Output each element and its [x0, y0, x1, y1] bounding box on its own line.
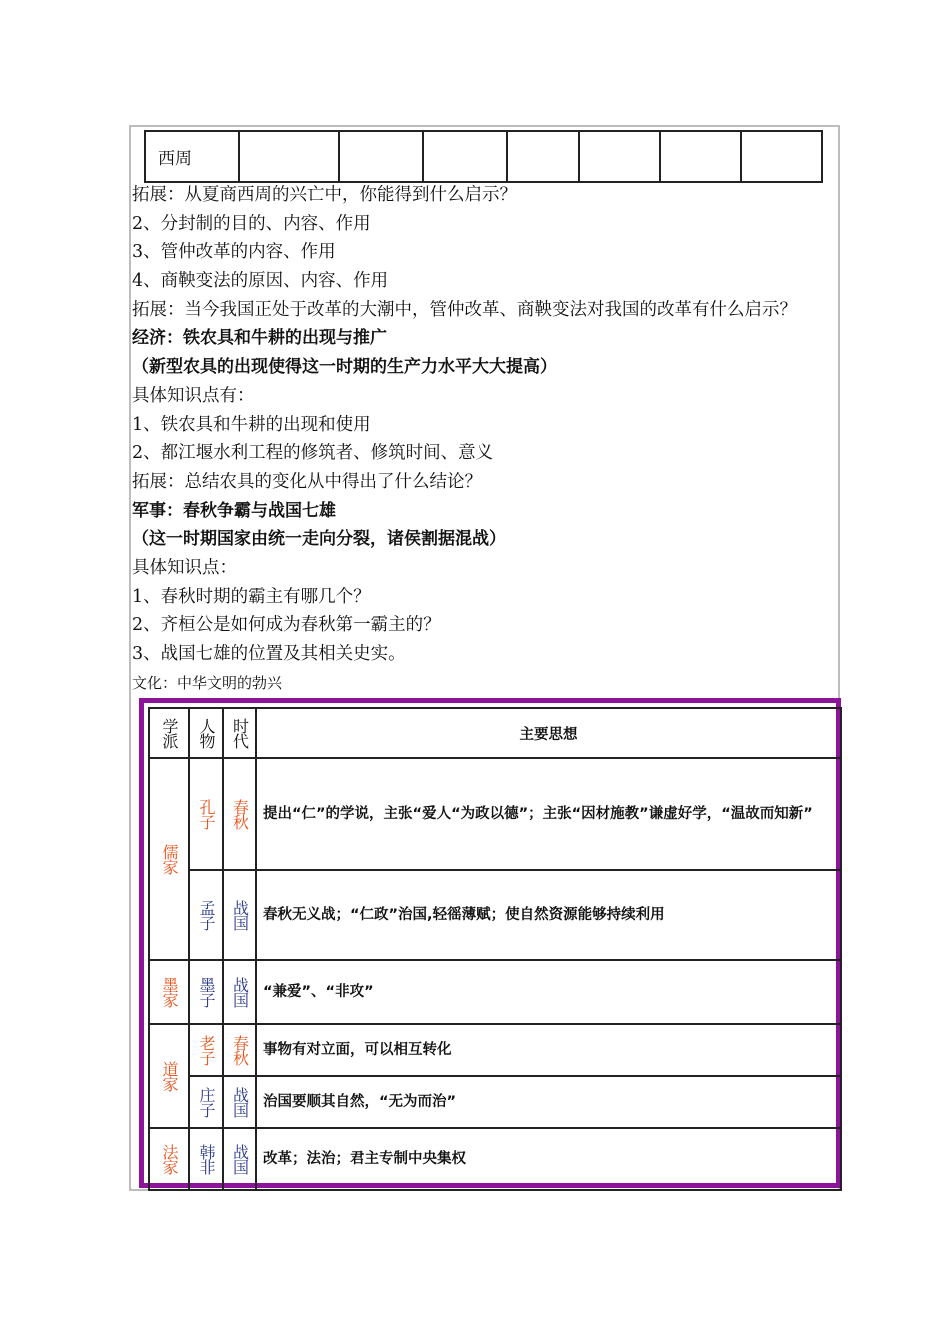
text-line: 3、战国七雄的位置及其相关史实。 — [132, 644, 406, 664]
text-line: 经济：铁农具和牛耕的出现与推广 — [132, 328, 387, 349]
idea-cell: 改革；法治；君主专制中央集权 — [256, 1128, 841, 1190]
header-school: 学派 — [149, 708, 189, 758]
text-line: 4、商鞅变法的原因、内容、作用 — [132, 271, 389, 292]
era-cell: 春秋 — [223, 758, 256, 870]
text-line: 具体知识点： — [132, 557, 237, 578]
era-cell: 战国 — [223, 960, 256, 1024]
text-line: （这一时期国家由统一走向分裂，诸侯割据混战） — [132, 529, 506, 550]
text-line: 3、管仲改革的内容、作用 — [132, 242, 336, 263]
table-cell — [660, 131, 741, 182]
era-cell: 战国 — [223, 870, 256, 960]
table-row — [149, 870, 841, 960]
study-notes — [132, 181, 838, 697]
dynasty-table — [144, 130, 823, 183]
person-cell: 庄子 — [189, 1076, 223, 1128]
table-cell — [741, 131, 822, 182]
table-cell: 西周 — [145, 131, 239, 182]
table-cell — [423, 131, 507, 182]
header-person: 人物 — [189, 708, 223, 758]
text-line: 拓展：总结农具的变化从中得出了什么结论？ — [132, 471, 482, 492]
era-cell: 春秋 — [223, 1024, 256, 1076]
table-row — [149, 1024, 841, 1076]
school-cell: 儒家 — [149, 758, 189, 960]
text-line: 拓展：当今我国正处于改革的大潮中，管仲改革、商鞅变法对我国的改革有什么启示？ — [132, 299, 797, 320]
text-line: 具体知识点有： — [132, 385, 255, 406]
idea-cell: 提出“仁”的学说，主张“爱人“为政以德”；主张“因材施教”谦虚好学，“温故而知新” — [256, 758, 841, 870]
header-idea: 主要思想 — [256, 708, 841, 758]
header-era: 时代 — [223, 708, 256, 758]
person-cell: 孟子 — [189, 870, 223, 960]
school-cell: 道家 — [149, 1024, 189, 1128]
table-row — [149, 758, 841, 870]
text-line: 2、分封制的目的、内容、作用 — [132, 213, 371, 234]
school-table-frame — [139, 698, 841, 1188]
text-line: 1、春秋时期的霸主有哪几个？ — [132, 586, 371, 607]
text-line: 2、都江堰水利工程的修筑者、修筑时间、意义 — [132, 443, 494, 464]
text-line: 文化：中华文明的勃兴 — [132, 673, 283, 692]
table-cell — [239, 131, 339, 182]
table-row — [149, 1128, 841, 1190]
table-row — [149, 960, 841, 1024]
table-cell — [339, 131, 423, 182]
idea-cell: 春秋无义战；“仁政”治国,轻徭薄赋；使自然资源能够持续利用 — [256, 870, 841, 960]
era-cell: 战国 — [223, 1128, 256, 1190]
table-row — [145, 131, 822, 182]
text-line: 1、铁农具和牛耕的出现和使用 — [132, 414, 371, 435]
person-cell: 老子 — [189, 1024, 223, 1076]
text-line: （新型农具的出现使得这一时期的生产力水平大大提高） — [132, 357, 557, 378]
text-line: 军事：春秋争霸与战国七雄 — [132, 500, 336, 521]
person-cell: 韩非 — [189, 1128, 223, 1190]
idea-cell: 事物有对立面，可以相互转化 — [256, 1024, 841, 1076]
era-cell: 战国 — [223, 1076, 256, 1128]
person-cell: 孔子 — [189, 758, 223, 870]
school-cell: 法家 — [149, 1128, 189, 1190]
person-cell: 墨子 — [189, 960, 223, 1024]
table-row — [149, 1076, 841, 1128]
schools-of-thought-table — [148, 707, 842, 1191]
idea-cell: “兼爱”、“非攻” — [256, 960, 841, 1024]
text-line: 2、齐桓公是如何成为春秋第一霸主的？ — [132, 615, 441, 636]
idea-cell: 治国要顺其自然，“无为而治” — [256, 1076, 841, 1128]
school-cell: 墨家 — [149, 960, 189, 1024]
table-header-row — [149, 708, 841, 758]
table-cell — [579, 131, 660, 182]
table-cell — [507, 131, 579, 182]
text-line: 拓展：从夏商西周的兴亡中，你能得到什么启示？ — [132, 185, 517, 205]
